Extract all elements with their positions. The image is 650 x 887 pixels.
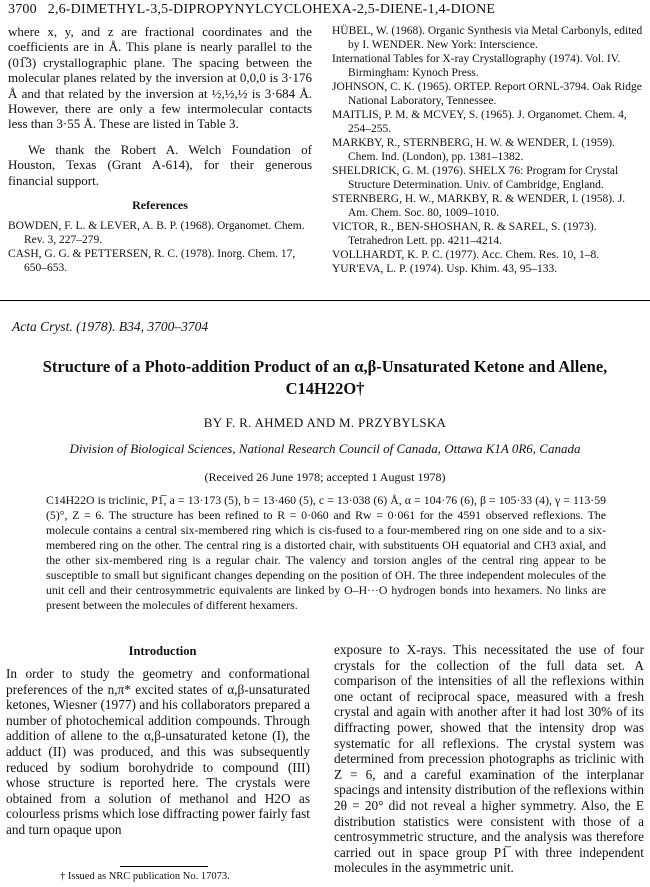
authors: F. R. AHMED AND M. PRZYBYLSKA: [225, 415, 447, 430]
reference-item: VICTOR, R., BEN-SHOSHAN, R. & SAREL, S. (1973). Tetrahedron Lett. pp. 4211–4214.: [332, 221, 597, 247]
affiliation: Division of Biological Sciences, National Research Council of Canada, Ottawa K1A 0R6, Canada: [69, 441, 581, 456]
reference-item: MARKBY, R., STERNBERG, H. W. & WENDER, I. (1959). Chem. Ind. (London), pp. 1381–1382.: [332, 137, 615, 163]
references-heading: References: [132, 198, 188, 213]
title-formula: C14H22O†: [285, 379, 365, 398]
byline: [0, 415, 650, 431]
prev-left-column: [8, 24, 312, 275]
reference-item: HÜBEL, W. (1968). Organic Synthesis via Metal Carbonyls, edited by I. WENDER. New York: Interscience.: [332, 25, 643, 51]
byline-prefix: BY: [203, 415, 222, 430]
reference-item: SHELDRICK, G. M. (1976). SHELX 76: Program for Crystal Structure Determination. Univ. of Cambridge, England.: [332, 165, 619, 191]
journal-citation: Acta Cryst. (1978). B34, 3700–3704: [12, 319, 209, 334]
running-head: [8, 2, 495, 18]
intro-left-column: In order to study the geometry and conformational preferences of the n,π* excited states of α,β-unsaturated ketones, Wiesner (1977) and his collaborators prepared a number of photochemical addition compounds. Through addition of allene to the α,β-unsaturated ketone (I), the adduct (II) was produced, and this was subsequently reduced by sodium borohydride to compound (III) whose structure is reported here. The crystals were obtained from a solution of methanol and H2O as colourless prisms which lose diffracting power fairly fast and turn opaque upon: [6, 666, 310, 837]
acknowledgement: We thank the Robert A. Welch Foundation of Houston, Texas (Grant A-614), for their generous financial support.: [8, 141, 312, 188]
article-title: [0, 356, 650, 400]
introduction-heading: Introduction: [128, 644, 197, 658]
footnote-rule: [120, 866, 208, 867]
reference-item: International Tables for X-ray Crystallography (1974). Vol. IV. Birmingham: Kynoch Press.: [332, 53, 621, 79]
title-line-1: Structure of a Photo-addition Product of an α,β-Unsaturated Ketone and Allene,: [42, 357, 608, 376]
reference-item: STERNBERG, H. W., MARKBY, R. & WENDER, I. (1958). J. Am. Chem. Soc. 80, 1009–1010.: [332, 193, 626, 219]
received-dates: (Received 26 June 1978; accepted 1 August 1978): [204, 470, 446, 484]
page-number: 3700: [8, 2, 37, 17]
intro-right-column: exposure to X-rays. This necessitated the use of four crystals for the collection of the full data set. A comparison of the intensities of all the reflexions within one octant of reciprocal space, measured with a fresh crystal and again with another after it had lost 30% of its diffracting power, showed that the intensity drop was systematic for all reflexions. The crystal system was determined from precession photographs as triclinic with Z = 6, and a careful examination of the interplanar spacings and intensity distribution of the reflexions within 2θ = 20° did not reveal a higher symmetry. Also, the E distribution statistics were consistent with those of a centrosymmetric structure, and the analysis was therefore carried out in space group P1̅ with three independent molecules in the asymmetric unit.: [334, 642, 644, 876]
reference-item: CASH, G. G. & PETTERSEN, R. C. (1978). Inorg. Chem. 17, 650–653.: [8, 248, 296, 275]
abstract: C14H22O is triclinic, P1̅, a = 13·173 (5), b = 13·460 (5), c = 13·038 (6) Å, α = 104·76 (6), β = 105·33 (4), γ = 113·59 (5)°, Z = 6. The structure has been refined to R = 0·060 and Rw = 0·061 for the 4591 observed reflexions. The molecule contains a central six-membered ring which is cis-fused to a four-membered ring on one side and to a six-membered ring on the other. The central ring is a distorted chair, with substituents OH equatorial and CH3 axial, and the other six-membered ring is a regular chair. The valency and torsion angles of the central ring appear to be susceptible to small but significant changes depending on the position of OH. The three independent molecules of the unit cell and their centrosymmetric equivalents are linked by O–H···O hydrogen bonds into hexamers. No links are present between the molecules of different hexamers.: [46, 493, 606, 612]
reference-item: JOHNSON, C. K. (1965). ORTEP. Report ORNL-3794. Oak Ridge National Laboratory, Tennessee.: [332, 81, 642, 107]
reference-item: BOWDEN, F. L. & LEVER, A. B. P. (1968). Organomet. Chem. Rev. 3, 227–279.: [8, 220, 305, 247]
prev-right-references: [332, 24, 644, 276]
reference-item: YUR'EVA, L. P. (1974). Usp. Khim. 43, 95–133.: [332, 263, 558, 275]
article-separator: [0, 300, 650, 301]
reference-item: MAITLIS, P. M. & MCVEY, S. (1965). J. Organomet. Chem. 4, 254–255.: [332, 109, 627, 135]
reference-item: VOLLHARDT, K. P. C. (1977). Acc. Chem. Res. 10, 1–8.: [332, 249, 600, 261]
prev-paragraph-1: where x, y, and z are fractional coordinates and the coefficients are in Å. This plane is nearly parallel to the (01̅3) crystallographic plane. The spacing between the molecular planes related by the inversion at 0,0,0 is 3·176 Å and that related by the inversion at ½,½,½ is 3·684 Å. However, there are only a few intermolecular contacts less than 3·55 Å. These are listed in Table 3.: [8, 24, 312, 132]
footnote: † Issued as NRC publication No. 17073.: [60, 871, 230, 882]
running-head-title: 2,6-DIMETHYL-3,5-DIPROPYNYLCYCLOHEXA-2,5-DIENE-1,4-DIONE: [47, 2, 496, 17]
